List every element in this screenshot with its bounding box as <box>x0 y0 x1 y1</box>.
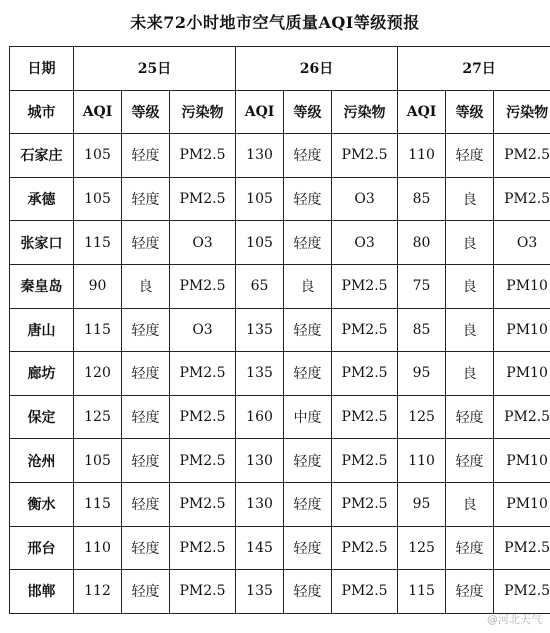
aqi-value-cell: 105 <box>236 221 284 265</box>
pollutant-cell: PM2.5 <box>494 134 550 178</box>
pollutant-cell: O3 <box>170 221 236 265</box>
table-row <box>10 177 550 221</box>
city-name: 承德 <box>10 177 74 221</box>
level-cell: 轻度 <box>446 570 494 614</box>
table-row <box>10 221 550 265</box>
aqi-value-cell: 125 <box>398 526 446 570</box>
city-name: 衡水 <box>10 482 74 526</box>
table-row <box>10 439 550 483</box>
col-aqi: AQI <box>74 90 122 134</box>
pollutant-cell: PM2.5 <box>170 395 236 439</box>
pollutant-cell: PM2.5 <box>332 134 398 178</box>
city-name: 张家口 <box>10 221 74 265</box>
col-pollutant: 污染物 <box>170 90 236 134</box>
level-cell: 轻度 <box>122 177 170 221</box>
pollutant-cell: O3 <box>332 221 398 265</box>
col-level: 等级 <box>446 90 494 134</box>
level-cell: 轻度 <box>446 134 494 178</box>
col-aqi: AQI <box>398 90 446 134</box>
date-header-26: 26日 <box>236 47 398 91</box>
level-cell: 良 <box>284 264 332 308</box>
pollutant-cell: PM2.5 <box>494 526 550 570</box>
pollutant-cell: PM2.5 <box>332 526 398 570</box>
city-name: 邢台 <box>10 526 74 570</box>
pollutant-cell: O3 <box>332 177 398 221</box>
level-cell: 良 <box>446 264 494 308</box>
city-name: 保定 <box>10 395 74 439</box>
aqi-value-cell: 130 <box>236 439 284 483</box>
pollutant-cell: PM10 <box>494 439 550 483</box>
pollutant-cell: PM10 <box>494 308 550 352</box>
level-cell: 轻度 <box>122 570 170 614</box>
aqi-value-cell: 75 <box>398 264 446 308</box>
pollutant-cell: PM2.5 <box>332 308 398 352</box>
date-header-row <box>10 47 550 91</box>
aqi-value-cell: 85 <box>398 308 446 352</box>
level-cell: 轻度 <box>122 439 170 483</box>
level-cell: 轻度 <box>284 482 332 526</box>
level-cell: 轻度 <box>284 134 332 178</box>
col-aqi: AQI <box>236 90 284 134</box>
aqi-value-cell: 115 <box>74 308 122 352</box>
page-title: 未来72小时地市空气质量AQI等级预报 <box>130 13 420 32</box>
level-cell: 良 <box>446 308 494 352</box>
pollutant-cell: PM2.5 <box>332 570 398 614</box>
aqi-value-cell: 105 <box>74 177 122 221</box>
col-pollutant: 污染物 <box>494 90 550 134</box>
pollutant-cell: PM2.5 <box>170 352 236 396</box>
pollutant-cell: PM2.5 <box>170 570 236 614</box>
pollutant-cell: PM2.5 <box>332 352 398 396</box>
city-label: 城市 <box>10 90 74 134</box>
aqi-value-cell: 112 <box>74 570 122 614</box>
aqi-value-cell: 115 <box>398 570 446 614</box>
table-row <box>10 395 550 439</box>
aqi-value-cell: 130 <box>236 134 284 178</box>
aqi-value-cell: 125 <box>74 395 122 439</box>
level-cell: 良 <box>122 264 170 308</box>
pollutant-cell: PM10 <box>494 482 550 526</box>
city-name: 石家庄 <box>10 134 74 178</box>
level-cell: 轻度 <box>284 308 332 352</box>
pollutant-cell: PM2.5 <box>170 177 236 221</box>
watermark: @河北天气 <box>487 613 542 626</box>
pollutant-cell: PM2.5 <box>494 395 550 439</box>
level-cell: 轻度 <box>446 395 494 439</box>
col-level: 等级 <box>122 90 170 134</box>
level-cell: 轻度 <box>446 439 494 483</box>
aqi-value-cell: 130 <box>236 482 284 526</box>
level-cell: 轻度 <box>284 221 332 265</box>
aqi-value-cell: 65 <box>236 264 284 308</box>
pollutant-cell: O3 <box>170 308 236 352</box>
column-header-row <box>10 90 550 134</box>
aqi-value-cell: 95 <box>398 352 446 396</box>
level-cell: 轻度 <box>122 221 170 265</box>
aqi-value-cell: 110 <box>398 439 446 483</box>
city-name: 廊坊 <box>10 352 74 396</box>
pollutant-cell: PM2.5 <box>332 482 398 526</box>
level-cell: 轻度 <box>122 352 170 396</box>
level-cell: 轻度 <box>284 177 332 221</box>
level-cell: 轻度 <box>122 395 170 439</box>
level-cell: 良 <box>446 221 494 265</box>
pollutant-cell: PM2.5 <box>332 395 398 439</box>
pollutant-cell: PM2.5 <box>170 264 236 308</box>
aqi-value-cell: 135 <box>236 352 284 396</box>
date-header-25: 25日 <box>74 47 236 91</box>
table-row <box>10 570 550 614</box>
aqi-value-cell: 135 <box>236 570 284 614</box>
aqi-value-cell: 80 <box>398 221 446 265</box>
table-row <box>10 352 550 396</box>
level-cell: 良 <box>446 352 494 396</box>
level-cell: 轻度 <box>122 308 170 352</box>
aqi-value-cell: 105 <box>74 439 122 483</box>
date-header-27: 27日 <box>398 47 550 91</box>
level-cell: 良 <box>446 482 494 526</box>
table-row <box>10 264 550 308</box>
pollutant-cell: PM2.5 <box>170 526 236 570</box>
pollutant-cell: PM10 <box>494 264 550 308</box>
level-cell: 轻度 <box>284 352 332 396</box>
aqi-value-cell: 125 <box>398 395 446 439</box>
level-cell: 轻度 <box>122 526 170 570</box>
pollutant-cell: PM2.5 <box>170 482 236 526</box>
level-cell: 轻度 <box>446 526 494 570</box>
level-cell: 轻度 <box>284 570 332 614</box>
aqi-value-cell: 120 <box>74 352 122 396</box>
pollutant-cell: PM2.5 <box>494 177 550 221</box>
aqi-value-cell: 110 <box>74 526 122 570</box>
pollutant-cell: O3 <box>494 221 550 265</box>
pollutant-cell: PM2.5 <box>494 570 550 614</box>
pollutant-cell: PM2.5 <box>170 134 236 178</box>
aqi-value-cell: 115 <box>74 482 122 526</box>
pollutant-cell: PM2.5 <box>332 439 398 483</box>
table-row <box>10 134 550 178</box>
level-cell: 中度 <box>284 395 332 439</box>
aqi-forecast-table <box>9 46 550 614</box>
aqi-value-cell: 110 <box>398 134 446 178</box>
level-cell: 轻度 <box>122 482 170 526</box>
aqi-value-cell: 160 <box>236 395 284 439</box>
level-cell: 轻度 <box>284 526 332 570</box>
pollutant-cell: PM2.5 <box>170 439 236 483</box>
pollutant-cell: PM10 <box>494 352 550 396</box>
city-name: 邯郸 <box>10 570 74 614</box>
city-name: 唐山 <box>10 308 74 352</box>
table-row <box>10 482 550 526</box>
level-cell: 轻度 <box>122 134 170 178</box>
aqi-value-cell: 105 <box>74 134 122 178</box>
aqi-value-cell: 105 <box>236 177 284 221</box>
aqi-value-cell: 115 <box>74 221 122 265</box>
aqi-value-cell: 135 <box>236 308 284 352</box>
aqi-value-cell: 90 <box>74 264 122 308</box>
col-level: 等级 <box>284 90 332 134</box>
aqi-value-cell: 95 <box>398 482 446 526</box>
level-cell: 良 <box>446 177 494 221</box>
table-row <box>10 526 550 570</box>
date-label: 日期 <box>10 47 74 91</box>
aqi-value-cell: 145 <box>236 526 284 570</box>
table-row <box>10 308 550 352</box>
city-name: 沧州 <box>10 439 74 483</box>
pollutant-cell: PM2.5 <box>332 264 398 308</box>
level-cell: 轻度 <box>284 439 332 483</box>
aqi-value-cell: 85 <box>398 177 446 221</box>
city-name: 秦皇岛 <box>10 264 74 308</box>
col-pollutant: 污染物 <box>332 90 398 134</box>
